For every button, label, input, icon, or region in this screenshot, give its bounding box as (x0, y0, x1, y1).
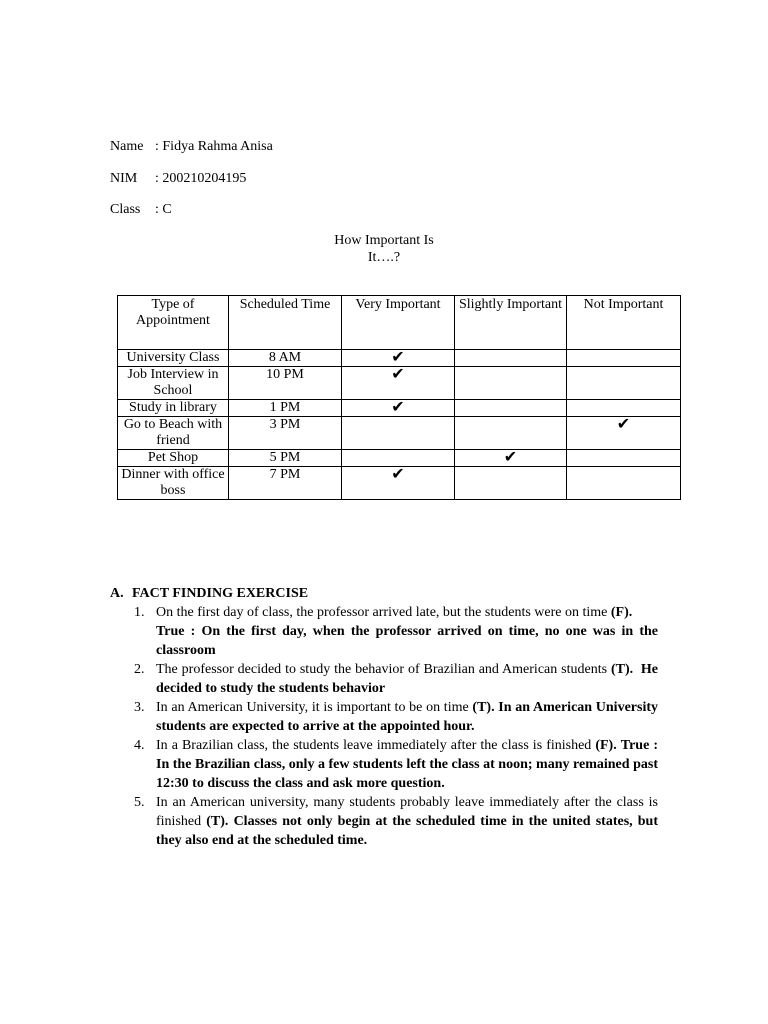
header-slightly-important: Slightly Important (455, 296, 567, 350)
cell-type: Job Interview in School (118, 367, 229, 400)
item-mark: (T). (472, 700, 495, 715)
list-item (110, 660, 658, 698)
header-very-important: Very Important (342, 296, 455, 350)
exercise-list (110, 603, 658, 850)
item-mark: (F). (595, 738, 617, 753)
cell-slightly (455, 400, 567, 417)
cell-time: 10 PM (229, 367, 342, 400)
cell-type: Study in library (118, 400, 229, 417)
nim-label: NIM (110, 171, 138, 186)
item-statement: In a Brazilian class, the students leave immediately after the class is finished (156, 738, 596, 753)
list-item (110, 736, 658, 793)
table-row (118, 400, 681, 417)
cell-type: Dinner with office boss (118, 467, 229, 500)
cell-time: 3 PM (229, 417, 342, 450)
item-answer: Classes not only begin at the scheduled time in the united states, but they also end at the scheduled time. (156, 814, 659, 848)
cell-slightly (455, 467, 567, 500)
check-icon: ✔ (342, 367, 455, 400)
item-statement: On the first day of class, the professor arrived late, but the students were on time (156, 605, 611, 620)
cell-not (567, 367, 681, 400)
item-mark: (T). (610, 662, 634, 677)
item-mark: (F). (610, 605, 633, 620)
item-number: 2. (134, 662, 145, 677)
fact-finding-section (110, 584, 658, 850)
cell-time: 1 PM (229, 400, 342, 417)
cell-time: 7 PM (229, 467, 342, 500)
class-value: : C (155, 202, 172, 217)
item-number: 1. (134, 605, 145, 620)
table-row (118, 350, 681, 367)
page-title (0, 232, 768, 266)
class-label: Class (110, 202, 141, 217)
section-letter: A. (110, 586, 124, 601)
title-line-1: How Important Is (334, 233, 434, 248)
table-row (118, 467, 681, 500)
item-mark: (T). (206, 814, 229, 829)
cell-type: Pet Shop (118, 450, 229, 467)
list-item (110, 793, 658, 850)
nim-value: : 200210204195 (155, 171, 247, 186)
item-answer: True : On the first day, when the professor arrived on time, no one was in the classroom (156, 624, 658, 658)
table-header-row (118, 296, 681, 350)
table-row (118, 367, 681, 400)
table-row (118, 417, 681, 450)
cell-type: University Class (118, 350, 229, 367)
cell-time: 5 PM (229, 450, 342, 467)
title-line-2: It….? (367, 250, 401, 265)
item-statement: In an American university, many students probably leave immediately after the class is finished (156, 795, 658, 829)
table-row (118, 450, 681, 467)
cell-not (567, 350, 681, 367)
cell-not (567, 467, 681, 500)
cell-time: 8 AM (229, 350, 342, 367)
name-label: Name (110, 139, 144, 154)
cell-very (342, 417, 455, 450)
check-icon: ✔ (342, 467, 455, 500)
item-statement: The professor decided to study the behavior of Brazilian and American students (156, 662, 611, 677)
item-answer: He decided to study the students behavior (156, 662, 659, 696)
section-heading (110, 584, 658, 603)
item-answer: True : In the Brazilian class, only a few students left the class at noon; many remained past 12:30 to discuss the class and ask more question. (156, 738, 658, 791)
check-icon: ✔ (342, 400, 455, 417)
list-item (110, 698, 658, 736)
class-row (110, 201, 172, 218)
section-title: FACT FINDING EXERCISE (132, 586, 309, 601)
cell-not (567, 450, 681, 467)
item-number: 4. (134, 738, 145, 753)
check-icon: ✔ (455, 450, 567, 467)
cell-slightly (455, 367, 567, 400)
cell-type: Go to Beach with friend (118, 417, 229, 450)
item-number: 5. (134, 795, 145, 810)
cell-very (342, 450, 455, 467)
cell-slightly (455, 350, 567, 367)
header-not-important: Not Important (567, 296, 681, 350)
header-type: Type of Appointment (118, 296, 229, 350)
cell-slightly (455, 417, 567, 450)
item-statement: In an American University, it is important to be on time (156, 700, 473, 715)
header-time: Scheduled Time (229, 296, 342, 350)
check-icon: ✔ (342, 350, 455, 367)
list-item (110, 603, 658, 660)
appointment-table (117, 295, 681, 500)
name-row (110, 138, 273, 155)
item-answer: In an American University students are expected to arrive at the appointed hour. (156, 700, 658, 734)
nim-row (110, 170, 246, 187)
item-number: 3. (134, 700, 145, 715)
cell-not (567, 400, 681, 417)
check-icon: ✔ (567, 417, 681, 450)
name-value: : Fidya Rahma Anisa (155, 139, 273, 154)
